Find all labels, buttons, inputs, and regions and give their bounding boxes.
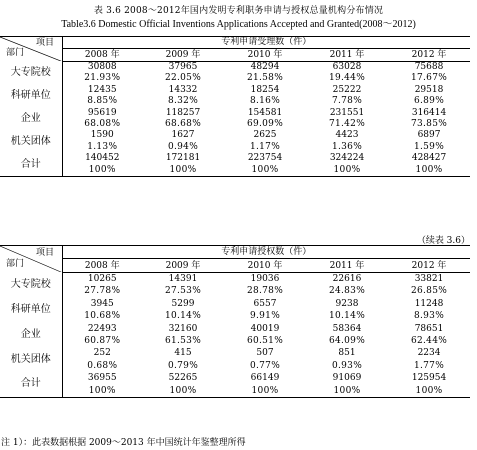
percent-row — [0, 119, 470, 130]
count-cell: 37965 — [168, 61, 198, 72]
header-dept-label: 部门 — [6, 48, 25, 59]
percent-cell: 1.17% — [249, 141, 281, 152]
value-row — [0, 372, 470, 384]
row-label: 大专院校 — [0, 61, 62, 84]
value-row — [0, 130, 470, 141]
count-cell: 507 — [256, 348, 274, 359]
percent-cell: 62.44% — [410, 335, 448, 346]
count-cell: 36955 — [87, 373, 117, 384]
year-header: 2008 年 — [62, 259, 142, 272]
percent-cell: 100% — [142, 384, 224, 397]
year-header: 2010 年 — [224, 259, 306, 272]
header-dept-label: 部门 — [6, 259, 25, 270]
count-cell: 52265 — [168, 373, 198, 384]
year-header: 2009 年 — [142, 259, 224, 272]
value-row — [0, 322, 470, 334]
percent-row — [0, 384, 470, 397]
count-cell: 9238 — [335, 298, 359, 309]
percent-cell: 100% — [306, 384, 388, 397]
percent-cell: 27.78% — [84, 286, 121, 297]
row-label: 科研单位 — [0, 298, 62, 323]
count-cell: 231551 — [329, 107, 365, 118]
percent-cell: 9.91% — [249, 311, 281, 322]
count-cell: 6557 — [253, 298, 277, 309]
header-corner — [0, 37, 62, 62]
count-cell: 140452 — [85, 153, 120, 164]
count-cell: 66149 — [250, 373, 280, 384]
percent-cell: 60.87% — [84, 335, 121, 346]
percent-cell: 1.36% — [331, 141, 363, 152]
count-cell: 22493 — [87, 323, 117, 334]
count-cell: 4423 — [335, 130, 359, 141]
percent-cell: 10.14% — [328, 311, 366, 322]
count-cell: 14332 — [168, 84, 198, 95]
year-header: 2012 年 — [388, 259, 470, 272]
percent-cell: 100% — [388, 384, 470, 397]
percent-cell: 21.58% — [246, 73, 284, 84]
count-cell: 415 — [174, 348, 192, 359]
value-row — [0, 347, 470, 359]
count-cell: 172181 — [165, 153, 201, 164]
percent-cell: 19.44% — [328, 73, 366, 84]
percent-cell: 100% — [306, 164, 388, 176]
continued-note: （续表 3.6） — [416, 236, 470, 246]
count-cell: 5299 — [171, 298, 195, 309]
count-cell: 125954 — [411, 373, 447, 384]
year-header: 2009 年 — [142, 49, 224, 61]
percent-cell: 0.68% — [87, 360, 118, 371]
table-caption-cn: 表 3.6 2008～2012年国内发明专利职务申请与授权总量机构分布情况 — [93, 6, 384, 16]
percent-cell: 8.93% — [413, 311, 445, 322]
percent-cell: 10.14% — [164, 311, 202, 322]
percent-cell: 73.85% — [410, 118, 448, 129]
count-cell: 18254 — [250, 84, 280, 95]
year-header-row — [0, 49, 470, 61]
count-cell: 223754 — [247, 153, 283, 164]
percent-cell: 100% — [142, 164, 224, 176]
count-cell: 2234 — [417, 348, 441, 359]
percent-cell: 61.53% — [164, 335, 202, 346]
header-item-label: 项目 — [36, 38, 55, 48]
count-cell: 63028 — [332, 61, 362, 72]
percent-cell: 60.51% — [246, 335, 284, 346]
percent-row — [0, 96, 470, 107]
count-cell: 78651 — [414, 323, 444, 334]
count-cell: 29518 — [414, 84, 444, 95]
year-header: 2012 年 — [388, 49, 470, 61]
percent-cell: 10.68% — [84, 311, 121, 322]
percent-cell: 100% — [62, 164, 142, 176]
percent-cell: 8.32% — [167, 96, 199, 107]
value-row — [0, 298, 470, 310]
percent-cell: 26.85% — [410, 286, 448, 297]
percent-row — [0, 360, 470, 372]
percent-cell: 68.68% — [164, 118, 202, 129]
table-title-grants: 专利申请授权数（件） — [62, 246, 470, 259]
count-cell: 1627 — [171, 130, 195, 141]
percent-cell: 24.83% — [328, 286, 366, 297]
percent-cell: 6.89% — [413, 96, 445, 107]
year-header: 2011 年 — [306, 49, 388, 61]
percent-row — [0, 164, 470, 176]
percent-cell: 100% — [62, 384, 142, 397]
count-cell: 252 — [93, 348, 111, 359]
count-cell: 48294 — [250, 61, 280, 72]
percent-cell: 7.78% — [331, 96, 363, 107]
count-cell: 75688 — [414, 61, 444, 72]
count-cell: 91069 — [332, 373, 362, 384]
row-label: 机关团体 — [0, 130, 62, 153]
year-header-row — [0, 259, 470, 272]
value-row — [0, 61, 470, 73]
count-cell: 10265 — [87, 273, 117, 284]
count-cell: 14391 — [168, 273, 198, 284]
percent-cell: 0.79% — [167, 360, 199, 371]
row-label: 合计 — [0, 372, 62, 397]
count-cell: 316414 — [411, 107, 447, 118]
count-cell: 2625 — [253, 130, 277, 141]
footnote: 注 1）：此表数据根据 2009～2013 年中国统计年鉴整理所得 — [1, 438, 246, 448]
value-row — [0, 272, 470, 285]
percent-row — [0, 73, 470, 84]
value-row — [0, 85, 470, 96]
value-row — [0, 153, 470, 164]
count-cell: 6897 — [417, 130, 441, 141]
row-label: 机关团体 — [0, 347, 62, 372]
count-cell: 33821 — [414, 273, 444, 284]
percent-cell: 0.93% — [331, 360, 363, 371]
count-cell: 25222 — [332, 84, 362, 95]
percent-cell: 71.42% — [328, 118, 366, 129]
row-label: 企业 — [0, 107, 62, 130]
count-cell: 22616 — [332, 273, 362, 284]
percent-cell: 17.67% — [410, 73, 448, 84]
percent-cell: 100% — [388, 164, 470, 176]
count-cell: 3945 — [90, 298, 114, 309]
count-cell: 1590 — [90, 130, 114, 141]
header-item-label: 项目 — [36, 248, 55, 258]
percent-cell: 100% — [224, 164, 306, 176]
percent-cell: 64.09% — [328, 335, 366, 346]
value-row — [0, 107, 470, 118]
percent-row — [0, 310, 470, 322]
count-cell: 118257 — [165, 107, 201, 118]
count-cell: 11248 — [414, 298, 444, 309]
applications-table — [0, 36, 470, 177]
count-cell: 95619 — [87, 107, 117, 118]
percent-cell: 1.59% — [413, 141, 445, 152]
count-cell: 58364 — [332, 323, 362, 334]
percent-cell: 1.13% — [87, 141, 118, 152]
count-cell: 32160 — [168, 323, 198, 334]
count-cell: 851 — [338, 348, 356, 359]
percent-cell: 8.16% — [249, 96, 281, 107]
row-label: 合计 — [0, 153, 62, 176]
percent-cell: 1.77% — [413, 360, 445, 371]
year-header: 2011 年 — [306, 259, 388, 272]
count-cell: 324224 — [329, 153, 365, 164]
percent-cell: 0.77% — [249, 360, 281, 371]
count-cell: 30808 — [87, 61, 117, 72]
grants-table — [0, 245, 470, 398]
count-cell: 19036 — [250, 273, 280, 284]
percent-cell: 28.78% — [246, 286, 284, 297]
row-label: 企业 — [0, 322, 62, 347]
percent-cell: 21.93% — [84, 73, 121, 84]
count-cell: 428427 — [411, 153, 447, 164]
percent-row — [0, 335, 470, 347]
year-header: 2010 年 — [224, 49, 306, 61]
count-cell: 12435 — [87, 84, 117, 95]
percent-cell: 0.94% — [167, 141, 199, 152]
percent-cell: 8.85% — [87, 96, 118, 107]
row-label: 科研单位 — [0, 85, 62, 108]
percent-cell: 22.05% — [164, 73, 202, 84]
percent-cell: 100% — [224, 384, 306, 397]
year-header: 2008 年 — [62, 49, 142, 61]
count-cell: 154581 — [247, 107, 283, 118]
percent-cell: 27.53% — [164, 286, 202, 297]
percent-cell: 69.09% — [246, 118, 284, 129]
percent-row — [0, 142, 470, 153]
count-cell: 40019 — [250, 323, 280, 334]
percent-row — [0, 285, 470, 297]
table-title-applications: 专利申请受理数（件） — [62, 37, 470, 49]
row-label: 大专院校 — [0, 272, 62, 297]
percent-cell: 68.08% — [84, 118, 121, 129]
table-caption-en: Table3.6 Domestic Official Inventions Applications Accepted and Granted(2008～2012) — [61, 19, 416, 30]
header-corner — [0, 246, 62, 273]
